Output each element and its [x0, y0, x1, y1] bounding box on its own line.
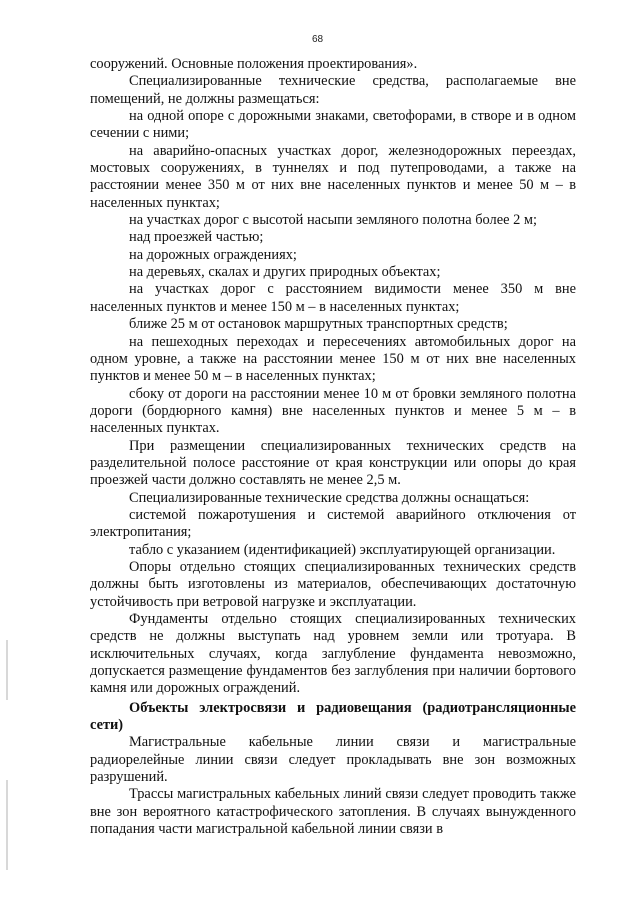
paragraph: Опоры отдельно стоящих специализированных технических средств должны быть изготовлены из материалов, обеспечивающих достаточную устойчивость при ветровой нагрузке и эксплуатации. — [90, 558, 576, 610]
page-number: 68 — [311, 34, 324, 45]
paragraph: сбоку от дороги на расстоянии менее 10 м от бровки земляного полотна дороги (бордюрного камня) вне населенных пунктов и менее 5 м – в населенных пунктах. — [90, 385, 576, 437]
paragraph: Магистральные кабельные линии связи и магистральные радиорелейные линии связи следует прокладывать вне зон возможных разрушений. — [90, 734, 576, 786]
paragraph: Трассы магистральных кабельных линий связи следует проводить также вне зон вероятного катастрофического затопления. В случаях вынужденного попадания части магистральной кабельной линии связи в — [90, 786, 576, 838]
paragraph: на пешеходных переходах и пересечениях автомобильных дорог на одном уровне, а также на расстоянии менее 150 м от них вне населенных пунктов и менее 50 м – в населенных пунктах; — [90, 333, 576, 385]
paragraph: При размещении специализированных технических средств на разделительной полосе расстояние от края конструкции или опоры до края проезжей части должно составлять не менее 2,5 м. — [90, 437, 576, 489]
paragraph: на участках дорог с расстоянием видимости менее 350 м вне населенных пунктов и менее 150 м – в населенных пунктах; — [90, 281, 576, 315]
paragraph: сооружений. Основные положения проектирования». — [90, 56, 418, 72]
scan-edge-mark — [6, 640, 8, 700]
body-text — [90, 56, 576, 838]
paragraph: табло с указанием (идентификацией) эксплуатирующей организации. — [129, 541, 556, 558]
paragraph: системой пожаротушения и системой аварийного отключения от электропитания; — [90, 506, 576, 541]
paragraph: Специализированные технические средства должны оснащаться: — [129, 489, 530, 506]
paragraph: на участках дорог с высотой насыпи земляного полотна более 2 м; — [129, 212, 537, 229]
scan-edge-mark — [6, 780, 8, 870]
paragraph: Фундаменты отдельно стоящих специализированных технических средств не должны выступать над уровнем земли или тротуара. В исключительных случаях, когда заглубление фундамента невозможно, допускается размещение фундаментов без заглубления при наличии бортового камня или дорожных ограждений. — [90, 611, 576, 697]
paragraph: на одной опоре с дорожными знаками, светофорами, в створе и в одном сечении с ними; — [90, 108, 576, 142]
paragraph: Специализированные технические средства, располагаемые вне помещений, не должны размещаться: — [90, 73, 576, 107]
paragraph: на деревьях, скалах и других природных объектах; — [129, 264, 441, 281]
paragraph: на аварийно-опасных участках дорог, железнодорожных переездах, мостовых сооружениях, в туннелях и под путепроводами, а также на расстоянии менее 350 м от них вне населенных пунктов и менее 50 м – в населенных пунктах; — [90, 142, 576, 211]
paragraph: ближе 25 м от остановок маршрутных транспортных средств; — [129, 316, 508, 333]
paragraph: на дорожных ограждениях; — [129, 246, 297, 263]
section-heading: Объекты электросвязи и радиовещания (радиотрансляционные сети) — [90, 699, 576, 734]
paragraph: над проезжей частью; — [129, 229, 264, 246]
